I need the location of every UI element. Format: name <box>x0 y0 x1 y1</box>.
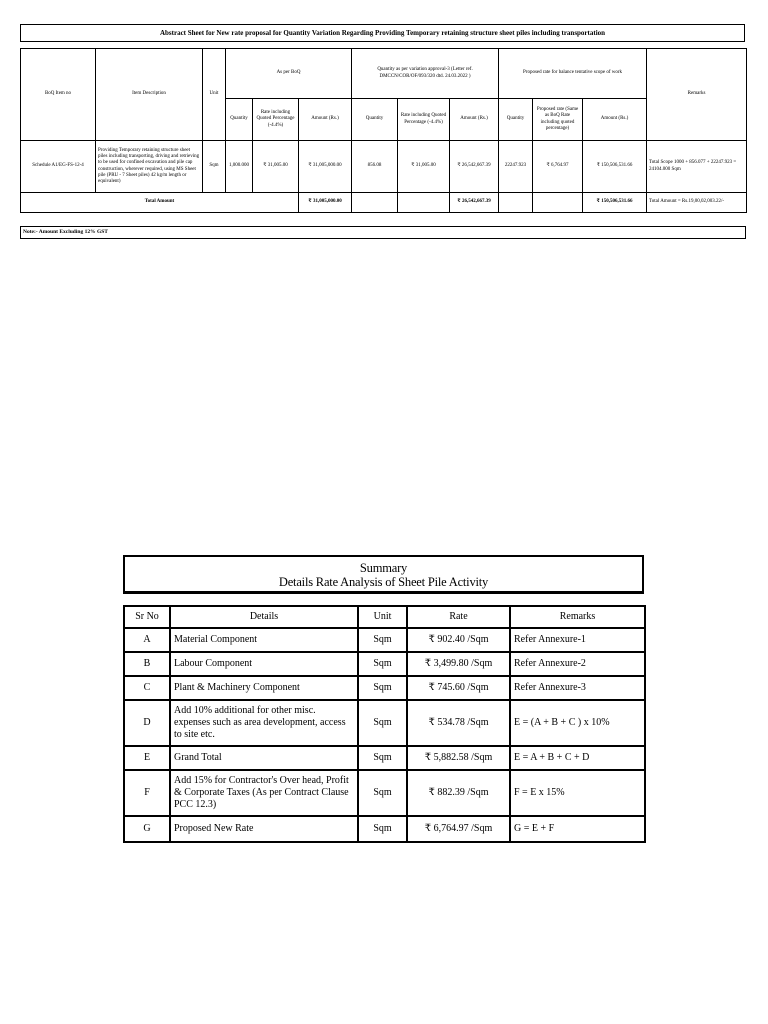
summary-rate: ₹ 6,764.97 /Sqm <box>407 816 510 842</box>
summary-unit: Sqm <box>358 652 407 676</box>
summary-unit: Sqm <box>358 628 407 652</box>
header-qty-variation: Quantity as per variation approval-3 (Letter ref. DMCCN/COR/OF/093/320 dtd. 24.03.2022 ) <box>352 49 499 99</box>
summary-srno: C <box>124 676 170 700</box>
summary-details: Labour Component <box>170 652 358 676</box>
row-unit: Sqm <box>203 141 226 193</box>
summary-header-remarks: Remarks <box>510 606 645 628</box>
row-var-qty: 856.08 <box>352 141 398 193</box>
summary-details: Add 15% for Contractor's Over head, Profit & Corporate Taxes (As per Contract Clause PCC 12.3) <box>170 770 358 816</box>
summary-details: Material Component <box>170 628 358 652</box>
header-as-per-boq: As per BoQ <box>226 49 352 99</box>
summary-rate: ₹ 745.60 /Sqm <box>407 676 510 700</box>
summary-remarks: Refer Annexure-1 <box>510 628 645 652</box>
row-boq-rate: ₹ 31,005.00 <box>253 141 299 193</box>
header-boq-item: BoQ Item no <box>21 49 96 141</box>
summary-details: Add 10% additional for other misc. expenses such as area development, access to site etc. <box>170 700 358 746</box>
summary-unit: Sqm <box>358 746 407 770</box>
table-row <box>21 141 747 193</box>
header-boq-quantity: Quantity <box>226 99 253 141</box>
header-var-amount: Amount (Rs.) <box>450 99 499 141</box>
summary-title <box>123 555 644 594</box>
abstract-title: Abstract Sheet for New rate proposal for Quantity Variation Regarding Providing Temporary retaining structure sheet piles including transportation <box>20 24 745 42</box>
total-row <box>21 193 747 213</box>
summary-rate: ₹ 902.40 /Sqm <box>407 628 510 652</box>
summary-remarks: F = E x 15% <box>510 770 645 816</box>
summary-rate: ₹ 534.78 /Sqm <box>407 700 510 746</box>
header-item-description: Item Description <box>96 49 203 141</box>
row-remarks: Total Scope 1000 + 856.077 + 22247.923 = 24104.000 Sqm <box>647 141 747 193</box>
total-empty-3 <box>499 193 533 213</box>
summary-remarks: Refer Annexure-2 <box>510 652 645 676</box>
summary-rate: ₹ 5,882.58 /Sqm <box>407 746 510 770</box>
summary-title-line2: Details Rate Analysis of Sheet Pile Activity <box>278 575 489 589</box>
header-boq-amount: Amount (Rs.) <box>299 99 352 141</box>
summary-table <box>123 605 646 843</box>
row-boq-amount: ₹ 31,005,000.00 <box>299 141 352 193</box>
abstract-table <box>20 48 747 213</box>
row-var-amount: ₹ 26,542,667.39 <box>450 141 499 193</box>
header-var-rate: Rate including Quoted Percentage (-4.4%) <box>398 99 450 141</box>
summary-srno: B <box>124 652 170 676</box>
summary-header-unit: Unit <box>358 606 407 628</box>
total-prop-amount: ₹ 150,506,531.66 <box>583 193 647 213</box>
summary-header-rate: Rate <box>407 606 510 628</box>
table-row <box>124 770 645 816</box>
summary-srno: F <box>124 770 170 816</box>
summary-srno: D <box>124 700 170 746</box>
total-var-amount: ₹ 26,542,667.39 <box>450 193 499 213</box>
row-var-rate: ₹ 31,005.00 <box>398 141 450 193</box>
gst-note: Note:- Amount Excluding 12% GST <box>20 226 746 239</box>
header-var-quantity: Quantity <box>352 99 398 141</box>
row-prop-rate: ₹ 6,764.97 <box>533 141 583 193</box>
summary-srno: G <box>124 816 170 842</box>
table-row <box>124 652 645 676</box>
summary-srno: A <box>124 628 170 652</box>
summary-header-details: Details <box>170 606 358 628</box>
summary-unit: Sqm <box>358 676 407 700</box>
header-prop-amount: Amount (Rs.) <box>583 99 647 141</box>
summary-details: Proposed New Rate <box>170 816 358 842</box>
row-boq-item: Schedule A1/EG-FS-12-4 <box>21 141 96 193</box>
row-boq-qty: 1,000.000 <box>226 141 253 193</box>
summary-unit: Sqm <box>358 700 407 746</box>
total-remarks: Total Amount = Rs.19,00,02,003.22/- <box>647 193 747 213</box>
header-proposed-rate: Proposed rate for balance tentative scope of work <box>499 49 647 99</box>
summary-header-row <box>124 606 645 628</box>
total-empty-4 <box>533 193 583 213</box>
summary-rate: ₹ 3,499.80 /Sqm <box>407 652 510 676</box>
summary-rate: ₹ 882.39 /Sqm <box>407 770 510 816</box>
row-prop-qty: 22247.923 <box>499 141 533 193</box>
summary-remarks: E = (A + B + C ) x 10% <box>510 700 645 746</box>
table-row <box>124 628 645 652</box>
header-prop-quantity: Quantity <box>499 99 533 141</box>
summary-remarks: G = E + F <box>510 816 645 842</box>
row-description: Providing Temporary retaining structure sheet piles including transporting, driving and retrieving to be used for confined excavation and pile cap construction, wherever required, using MS Sheet pile (PRU - 7 Sheet piles) 42 kg/m length or equivalent) <box>96 141 203 193</box>
summary-details: Grand Total <box>170 746 358 770</box>
summary-header-srno: Sr No <box>124 606 170 628</box>
table-row <box>124 676 645 700</box>
summary-srno: E <box>124 746 170 770</box>
total-label: Total Amount <box>21 193 299 213</box>
header-prop-rate: Proposed rate (Same as BoQ Rate including quoted percentage) <box>533 99 583 141</box>
summary-remarks: Refer Annexure-3 <box>510 676 645 700</box>
summary-title-line1: Summary <box>359 561 408 575</box>
table-row <box>124 816 645 842</box>
header-unit: Unit <box>203 49 226 141</box>
total-boq-amount: ₹ 31,005,000.00 <box>299 193 352 213</box>
total-empty-2 <box>398 193 450 213</box>
header-boq-rate: Rate including Quoted Percentage (-4.4%) <box>253 99 299 141</box>
summary-remarks: E = A + B + C + D <box>510 746 645 770</box>
summary-unit: Sqm <box>358 770 407 816</box>
total-empty-1 <box>352 193 398 213</box>
summary-unit: Sqm <box>358 816 407 842</box>
summary-details: Plant & Machinery Component <box>170 676 358 700</box>
row-prop-amount: ₹ 150,506,531.66 <box>583 141 647 193</box>
header-remarks: Remarks <box>647 49 747 141</box>
table-row <box>124 746 645 770</box>
table-row <box>124 700 645 746</box>
